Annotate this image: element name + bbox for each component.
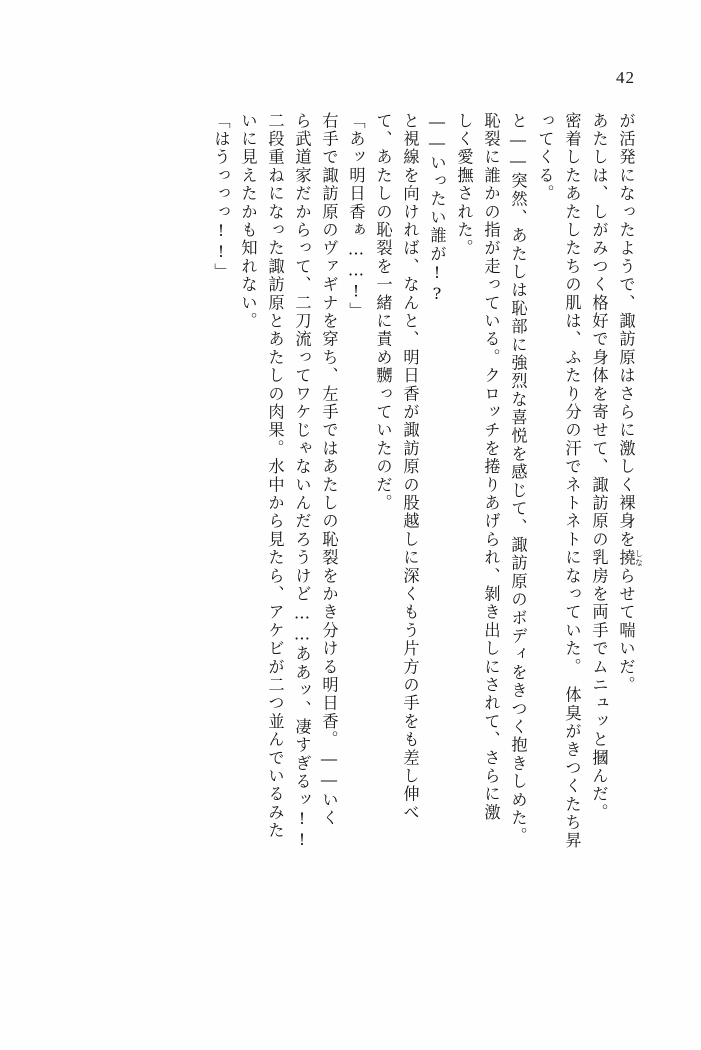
text-line: ってくる。 bbox=[535, 112, 555, 203]
text-line: が活発になったようで、諏訪原はさらに激しく裸身を撓 しならせて喘いだ。 bbox=[616, 112, 644, 695]
text-line: 恥裂に誰かの指が走っている。クロッチを捲りあげられ、剝き出しにされて、さらに激 bbox=[481, 112, 501, 822]
ruby-annotation: 撓 しな bbox=[616, 548, 644, 568]
text-line: 右手で諏訪原のヴァギナを穿ち、左手ではあたしの恥裂をかき分ける明日香。――いく bbox=[319, 112, 339, 828]
text-line: と視線を向ければ、なんと、明日香が諏訪原の股越しに深くもう片方の手をも差し伸べ bbox=[400, 112, 420, 822]
text-line: ら武道家だからって、二刀流ってワケじゃないんだろうけど……ああッ、凄すぎるッ!! bbox=[292, 112, 312, 852]
text-line: ――いったい誰が!? bbox=[427, 112, 447, 306]
vertical-text-body bbox=[58, 112, 643, 998]
text-line: 二段重ねになった諏訪原とあたしの肉果。水中から見たら、アケビが二つ並んでいるみた bbox=[265, 112, 285, 840]
text-line: あたしは、しがみつく格好で身体を寄せて、諏訪原の乳房を両手でムニュッと摑んだ。 bbox=[589, 112, 609, 822]
page-number: 42 bbox=[616, 68, 635, 87]
text-line: いに見えたかも知れない。 bbox=[238, 112, 258, 331]
text-line: 密着したあたしたちの肌は、ふたり分の汗でネトネトになっていた。 体臭がきつくたち昇 bbox=[562, 112, 582, 851]
text-line: 「あッ明日香ぁ……!」 bbox=[346, 112, 366, 321]
text-line: 「はうっっっ!!」 bbox=[211, 112, 231, 282]
text-line: と――突然、あたしは恥部に強烈な喜悦を感じて、諏訪原のボディをきつく抱きしめた。 bbox=[508, 112, 528, 846]
text-line: しく愛撫された。 bbox=[454, 112, 474, 258]
text-line: て、あたしの恥裂を一緒に責め嬲っていたのだ。 bbox=[373, 112, 393, 513]
